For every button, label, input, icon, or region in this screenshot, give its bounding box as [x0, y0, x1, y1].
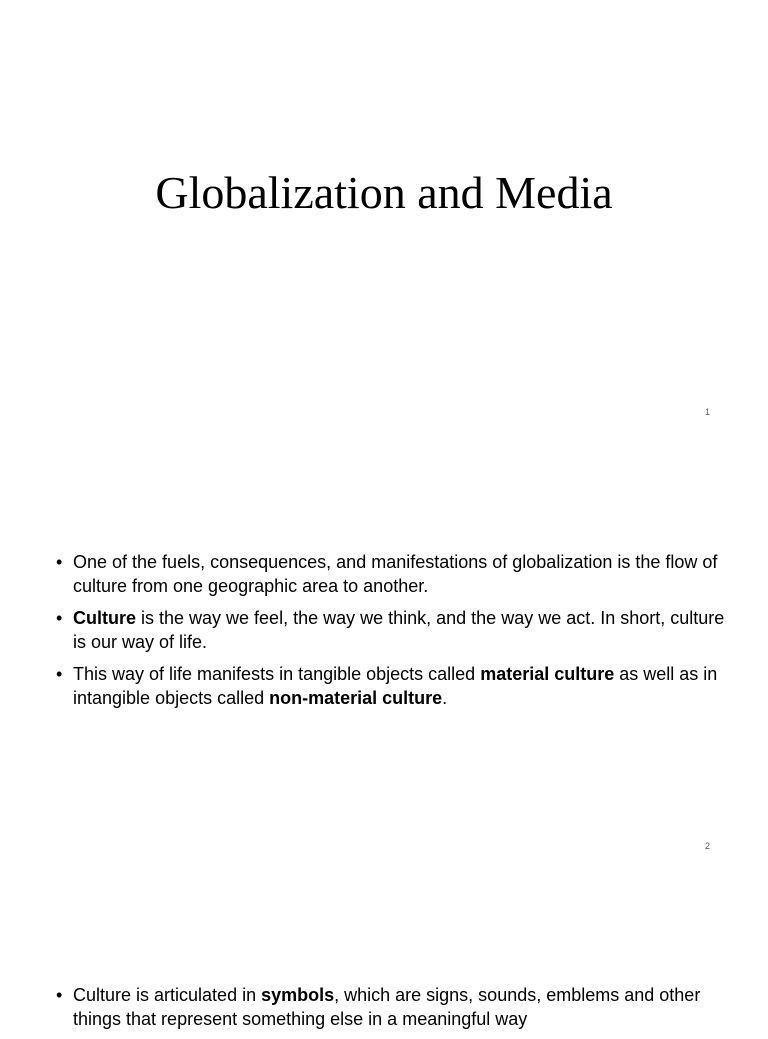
bullet-text: as well as in intangible objects called	[73, 664, 718, 708]
bullet-text: is the way we feel, the way we think, and the way we act. In short, culture is our way of life.	[73, 608, 725, 652]
bold-term-culture: Culture	[73, 608, 136, 628]
slide-1	[0, 0, 768, 432]
bullet-list	[56, 550, 726, 718]
page-number-2: 2	[704, 841, 710, 851]
bold-term-non-material-culture: non-material culture	[269, 688, 443, 708]
bold-term-symbols: symbols	[261, 985, 335, 1005]
bullet-item-culture-flow	[56, 550, 726, 598]
slide-3	[0, 864, 768, 1029]
slide-title: Globalization and Media	[155, 167, 613, 218]
bullet-text: .	[442, 688, 448, 708]
bullet-text: , which are signs, sounds, emblems and other things that represent something else in a meaningful way	[73, 985, 701, 1029]
bullet-text: One of the fuels, consequences, and manifestations of globalization is the flow of culture from one geographic area to another.	[73, 552, 718, 596]
slide-2	[0, 432, 768, 864]
page-number-1: 1	[704, 407, 710, 417]
bullet-item-culture-definition	[56, 606, 726, 654]
bullet-list	[56, 983, 726, 1039]
bold-term-material-culture: material culture	[480, 664, 615, 684]
bullet-text: Culture is articulated in	[73, 985, 262, 1005]
bullet-item-material-culture	[56, 662, 726, 710]
bullet-text: This way of life manifests in tangible objects called	[73, 664, 481, 684]
